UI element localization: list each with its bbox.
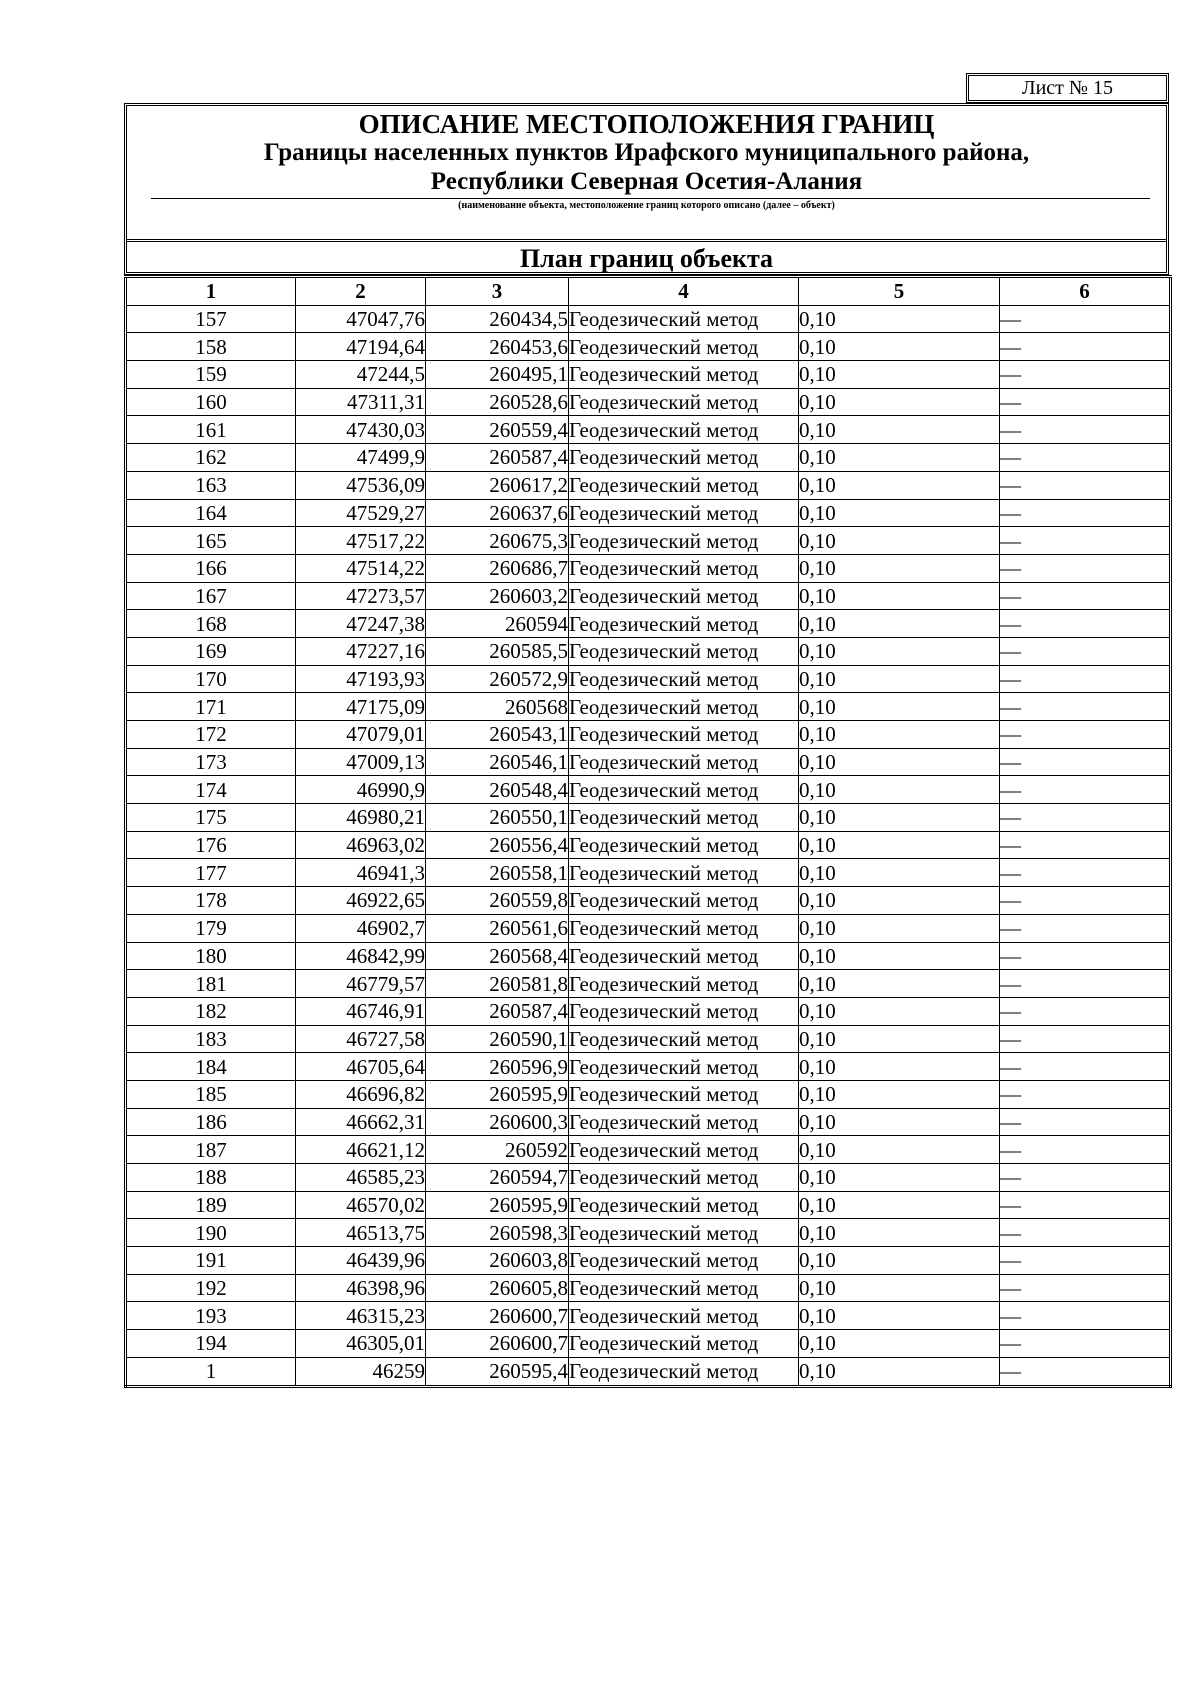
x-coordinate-cell: 46662,31 [296,1108,426,1136]
accuracy-cell: 0,10 [799,748,1000,776]
point-number-cell: 157 [126,305,296,333]
notes-cell: — [1000,1080,1171,1108]
sheet-number-box [966,73,1169,103]
method-cell: Геодезический метод [569,942,799,970]
y-coordinate-cell: 260548,4 [426,776,569,804]
point-number-cell: 180 [126,942,296,970]
notes-cell: — [1000,305,1171,333]
method-cell: Геодезический метод [569,444,799,472]
table-row [126,610,1171,638]
point-number-cell: 186 [126,1108,296,1136]
method-cell: Геодезический метод [569,499,799,527]
method-cell: Геодезический метод [569,859,799,887]
point-number-cell: 182 [126,997,296,1025]
y-coordinate-cell: 260434,5 [426,305,569,333]
x-coordinate-cell: 47536,09 [296,471,426,499]
y-coordinate-cell: 260543,1 [426,721,569,749]
table-row [126,776,1171,804]
y-coordinate-cell: 260600,7 [426,1330,569,1358]
table-row [126,499,1171,527]
accuracy-cell: 0,10 [799,665,1000,693]
method-cell: Геодезический метод [569,1357,799,1386]
table-row [126,1136,1171,1164]
table-body [126,305,1171,1386]
accuracy-cell: 0,10 [799,1025,1000,1053]
notes-cell: — [1000,1357,1171,1386]
accuracy-cell: 0,10 [799,333,1000,361]
table-row [126,305,1171,333]
table-row [126,970,1171,998]
x-coordinate-cell: 47430,03 [296,416,426,444]
x-coordinate-cell: 47009,13 [296,748,426,776]
y-coordinate-cell: 260595,4 [426,1357,569,1386]
y-coordinate-cell: 260568,4 [426,942,569,970]
method-cell: Геодезический метод [569,831,799,859]
method-cell: Геодезический метод [569,1053,799,1081]
accuracy-cell: 0,10 [799,416,1000,444]
method-cell: Геодезический метод [569,804,799,832]
x-coordinate-cell: 47193,93 [296,665,426,693]
table-row [126,693,1171,721]
notes-cell: — [1000,859,1171,887]
notes-cell: — [1000,388,1171,416]
point-number-cell: 1 [126,1357,296,1386]
method-cell: Геодезический метод [569,471,799,499]
x-coordinate-cell: 46513,75 [296,1219,426,1247]
column-header: 2 [296,277,426,306]
accuracy-cell: 0,10 [799,887,1000,915]
x-coordinate-cell: 46746,91 [296,997,426,1025]
table-row [126,582,1171,610]
x-coordinate-cell: 46705,64 [296,1053,426,1081]
notes-cell: — [1000,831,1171,859]
notes-cell: — [1000,361,1171,389]
x-coordinate-cell: 47499,9 [296,444,426,472]
table-row [126,333,1171,361]
document-title: ОПИСАНИЕ МЕСТОПОЛОЖЕНИЯ ГРАНИЦ [358,109,935,139]
accuracy-cell: 0,10 [799,499,1000,527]
point-number-cell: 158 [126,333,296,361]
table-row [126,1164,1171,1192]
y-coordinate-cell: 260594,7 [426,1164,569,1192]
x-coordinate-cell: 47079,01 [296,721,426,749]
point-number-cell: 177 [126,859,296,887]
table-header-row [126,277,1171,306]
y-coordinate-cell: 260495,1 [426,361,569,389]
column-header: 5 [799,277,1000,306]
y-coordinate-cell: 260590,1 [426,1025,569,1053]
object-name-line-2: Республики Северная Осетия-Алания [430,168,863,195]
notes-cell: — [1000,333,1171,361]
point-number-cell: 175 [126,804,296,832]
table-row [126,1357,1171,1386]
method-cell: Геодезический метод [569,305,799,333]
method-cell: Геодезический метод [569,361,799,389]
method-cell: Геодезический метод [569,1025,799,1053]
y-coordinate-cell: 260546,1 [426,748,569,776]
method-cell: Геодезический метод [569,527,799,555]
accuracy-cell: 0,10 [799,1302,1000,1330]
x-coordinate-cell: 46963,02 [296,831,426,859]
point-number-cell: 171 [126,693,296,721]
point-number-cell: 174 [126,776,296,804]
method-cell: Геодезический метод [569,721,799,749]
method-cell: Геодезический метод [569,637,799,665]
method-cell: Геодезический метод [569,1164,799,1192]
point-number-cell: 162 [126,444,296,472]
x-coordinate-cell: 47529,27 [296,499,426,527]
x-coordinate-cell: 46585,23 [296,1164,426,1192]
y-coordinate-cell: 260600,3 [426,1108,569,1136]
x-coordinate-cell: 46980,21 [296,804,426,832]
table-row [126,1191,1171,1219]
y-coordinate-cell: 260686,7 [426,554,569,582]
point-number-cell: 193 [126,1302,296,1330]
notes-cell: — [1000,527,1171,555]
table-row [126,1053,1171,1081]
x-coordinate-cell: 46259 [296,1357,426,1386]
accuracy-cell: 0,10 [799,1247,1000,1275]
accuracy-cell: 0,10 [799,1330,1000,1358]
notes-cell: — [1000,582,1171,610]
y-coordinate-cell: 260550,1 [426,804,569,832]
accuracy-cell: 0,10 [799,970,1000,998]
x-coordinate-cell: 47227,16 [296,637,426,665]
notes-cell: — [1000,444,1171,472]
method-cell: Геодезический метод [569,914,799,942]
notes-cell: — [1000,416,1171,444]
x-coordinate-cell: 47514,22 [296,554,426,582]
point-number-cell: 166 [126,554,296,582]
accuracy-cell: 0,10 [799,942,1000,970]
point-number-cell: 163 [126,471,296,499]
y-coordinate-cell: 260568 [426,693,569,721]
y-coordinate-cell: 260596,9 [426,1053,569,1081]
x-coordinate-cell: 46315,23 [296,1302,426,1330]
method-cell: Геодезический метод [569,582,799,610]
table-row [126,997,1171,1025]
x-coordinate-cell: 46305,01 [296,1330,426,1358]
accuracy-cell: 0,10 [799,1219,1000,1247]
notes-cell: — [1000,665,1171,693]
y-coordinate-cell: 260453,6 [426,333,569,361]
table-row [126,942,1171,970]
table-row [126,721,1171,749]
point-number-cell: 192 [126,1274,296,1302]
y-coordinate-cell: 260592 [426,1136,569,1164]
notes-cell: — [1000,1191,1171,1219]
notes-cell: — [1000,804,1171,832]
point-number-cell: 176 [126,831,296,859]
accuracy-cell: 0,10 [799,721,1000,749]
point-number-cell: 169 [126,637,296,665]
point-number-cell: 179 [126,914,296,942]
object-name-line-1: Границы населенных пунктов Ирафского муниципального района, [263,139,1030,166]
point-number-cell: 159 [126,361,296,389]
notes-cell: — [1000,997,1171,1025]
accuracy-cell: 0,10 [799,831,1000,859]
method-cell: Геодезический метод [569,1330,799,1358]
accuracy-cell: 0,10 [799,305,1000,333]
accuracy-cell: 0,10 [799,914,1000,942]
accuracy-cell: 0,10 [799,804,1000,832]
accuracy-cell: 0,10 [799,1164,1000,1192]
y-coordinate-cell: 260600,7 [426,1302,569,1330]
y-coordinate-cell: 260603,8 [426,1247,569,1275]
x-coordinate-cell: 47175,09 [296,693,426,721]
accuracy-cell: 0,10 [799,693,1000,721]
table-row [126,554,1171,582]
method-cell: Геодезический метод [569,1108,799,1136]
notes-cell: — [1000,637,1171,665]
point-number-cell: 172 [126,721,296,749]
x-coordinate-cell: 47311,31 [296,388,426,416]
x-coordinate-cell: 46727,58 [296,1025,426,1053]
column-header: 1 [126,277,296,306]
y-coordinate-cell: 260561,6 [426,914,569,942]
point-number-cell: 178 [126,887,296,915]
notes-cell: — [1000,1219,1171,1247]
y-coordinate-cell: 260598,3 [426,1219,569,1247]
y-coordinate-cell: 260585,5 [426,637,569,665]
method-cell: Геодезический метод [569,1274,799,1302]
method-cell: Геодезический метод [569,693,799,721]
point-number-cell: 184 [126,1053,296,1081]
notes-cell: — [1000,610,1171,638]
accuracy-cell: 0,10 [799,1053,1000,1081]
accuracy-cell: 0,10 [799,997,1000,1025]
notes-cell: — [1000,1302,1171,1330]
accuracy-cell: 0,10 [799,1108,1000,1136]
accuracy-cell: 0,10 [799,1357,1000,1386]
notes-cell: — [1000,1025,1171,1053]
x-coordinate-cell: 47247,38 [296,610,426,638]
point-number-cell: 170 [126,665,296,693]
point-number-cell: 189 [126,1191,296,1219]
coordinates-table [124,275,1172,1388]
y-coordinate-cell: 260572,9 [426,665,569,693]
method-cell: Геодезический метод [569,610,799,638]
table-row [126,1080,1171,1108]
y-coordinate-cell: 260603,2 [426,582,569,610]
point-number-cell: 181 [126,970,296,998]
x-coordinate-cell: 46902,7 [296,914,426,942]
point-number-cell: 183 [126,1025,296,1053]
notes-cell: — [1000,1136,1171,1164]
x-coordinate-cell: 46570,02 [296,1191,426,1219]
point-number-cell: 161 [126,416,296,444]
column-header: 3 [426,277,569,306]
sheet-number: Лист № 15 [1022,77,1113,99]
table-row [126,748,1171,776]
notes-cell: — [1000,776,1171,804]
notes-cell: — [1000,1053,1171,1081]
notes-cell: — [1000,554,1171,582]
table-row [126,1219,1171,1247]
x-coordinate-cell: 46922,65 [296,887,426,915]
table-row [126,831,1171,859]
column-header: 6 [1000,277,1171,306]
object-name-caption: (наименование объекта, местоположение границ которого описано (далее – объект) [458,200,835,211]
y-coordinate-cell: 260605,8 [426,1274,569,1302]
plan-title: План границ объекта [519,244,774,273]
accuracy-cell: 0,10 [799,1136,1000,1164]
table-row [126,1108,1171,1136]
accuracy-cell: 0,10 [799,444,1000,472]
notes-cell: — [1000,1247,1171,1275]
table-row [126,887,1171,915]
method-cell: Геодезический метод [569,1219,799,1247]
table-row [126,527,1171,555]
point-number-cell: 160 [126,388,296,416]
accuracy-cell: 0,10 [799,527,1000,555]
accuracy-cell: 0,10 [799,610,1000,638]
accuracy-cell: 0,10 [799,361,1000,389]
method-cell: Геодезический метод [569,1302,799,1330]
notes-cell: — [1000,914,1171,942]
accuracy-cell: 0,10 [799,388,1000,416]
accuracy-cell: 0,10 [799,859,1000,887]
y-coordinate-cell: 260558,1 [426,859,569,887]
point-number-cell: 194 [126,1330,296,1358]
y-coordinate-cell: 260559,4 [426,416,569,444]
method-cell: Геодезический метод [569,333,799,361]
notes-cell: — [1000,970,1171,998]
point-number-cell: 173 [126,748,296,776]
method-cell: Геодезический метод [569,388,799,416]
x-coordinate-cell: 47047,76 [296,305,426,333]
table-row [126,1247,1171,1275]
x-coordinate-cell: 46842,99 [296,942,426,970]
table-row [126,471,1171,499]
table-row [126,416,1171,444]
x-coordinate-cell: 46696,82 [296,1080,426,1108]
accuracy-cell: 0,10 [799,471,1000,499]
x-coordinate-cell: 47244,5 [296,361,426,389]
table-row [126,388,1171,416]
method-cell: Геодезический метод [569,554,799,582]
point-number-cell: 190 [126,1219,296,1247]
notes-cell: — [1000,499,1171,527]
table-row [126,637,1171,665]
table-row [126,1302,1171,1330]
accuracy-cell: 0,10 [799,776,1000,804]
notes-cell: — [1000,942,1171,970]
accuracy-cell: 0,10 [799,1274,1000,1302]
method-cell: Геодезический метод [569,887,799,915]
accuracy-cell: 0,10 [799,637,1000,665]
point-number-cell: 165 [126,527,296,555]
y-coordinate-cell: 260556,4 [426,831,569,859]
x-coordinate-cell: 47273,57 [296,582,426,610]
x-coordinate-cell: 46941,3 [296,859,426,887]
table-row [126,1025,1171,1053]
table-row [126,1274,1171,1302]
y-coordinate-cell: 260594 [426,610,569,638]
notes-cell: — [1000,721,1171,749]
table-row [126,804,1171,832]
x-coordinate-cell: 47517,22 [296,527,426,555]
accuracy-cell: 0,10 [799,1080,1000,1108]
notes-cell: — [1000,887,1171,915]
notes-cell: — [1000,471,1171,499]
table-row [126,665,1171,693]
y-coordinate-cell: 260528,6 [426,388,569,416]
method-cell: Геодезический метод [569,1247,799,1275]
notes-cell: — [1000,1330,1171,1358]
point-number-cell: 185 [126,1080,296,1108]
table-row [126,1330,1171,1358]
y-coordinate-cell: 260581,8 [426,970,569,998]
method-cell: Геодезический метод [569,1136,799,1164]
y-coordinate-cell: 260587,4 [426,444,569,472]
x-coordinate-cell: 47194,64 [296,333,426,361]
table-row [126,444,1171,472]
y-coordinate-cell: 260587,4 [426,997,569,1025]
notes-cell: — [1000,1164,1171,1192]
x-coordinate-cell: 46398,96 [296,1274,426,1302]
accuracy-cell: 0,10 [799,1191,1000,1219]
table-row [126,361,1171,389]
method-cell: Геодезический метод [569,1080,799,1108]
notes-cell: — [1000,748,1171,776]
method-cell: Геодезический метод [569,665,799,693]
y-coordinate-cell: 260617,2 [426,471,569,499]
method-cell: Геодезический метод [569,416,799,444]
point-number-cell: 187 [126,1136,296,1164]
method-cell: Геодезический метод [569,970,799,998]
accuracy-cell: 0,10 [799,554,1000,582]
y-coordinate-cell: 260595,9 [426,1080,569,1108]
table-row [126,859,1171,887]
point-number-cell: 188 [126,1164,296,1192]
method-cell: Геодезический метод [569,997,799,1025]
y-coordinate-cell: 260595,9 [426,1191,569,1219]
point-number-cell: 167 [126,582,296,610]
point-number-cell: 164 [126,499,296,527]
point-number-cell: 168 [126,610,296,638]
y-coordinate-cell: 260559,8 [426,887,569,915]
header-divider [127,239,1166,242]
point-number-cell: 191 [126,1247,296,1275]
y-coordinate-cell: 260637,6 [426,499,569,527]
accuracy-cell: 0,10 [799,582,1000,610]
notes-cell: — [1000,1274,1171,1302]
method-cell: Геодезический метод [569,1191,799,1219]
x-coordinate-cell: 46439,96 [296,1247,426,1275]
method-cell: Геодезический метод [569,748,799,776]
column-header: 4 [569,277,799,306]
notes-cell: — [1000,1108,1171,1136]
x-coordinate-cell: 46621,12 [296,1136,426,1164]
method-cell: Геодезический метод [569,776,799,804]
x-coordinate-cell: 46990,9 [296,776,426,804]
document-header [124,103,1169,275]
notes-cell: — [1000,693,1171,721]
x-coordinate-cell: 46779,57 [296,970,426,998]
table-row [126,914,1171,942]
y-coordinate-cell: 260675,3 [426,527,569,555]
